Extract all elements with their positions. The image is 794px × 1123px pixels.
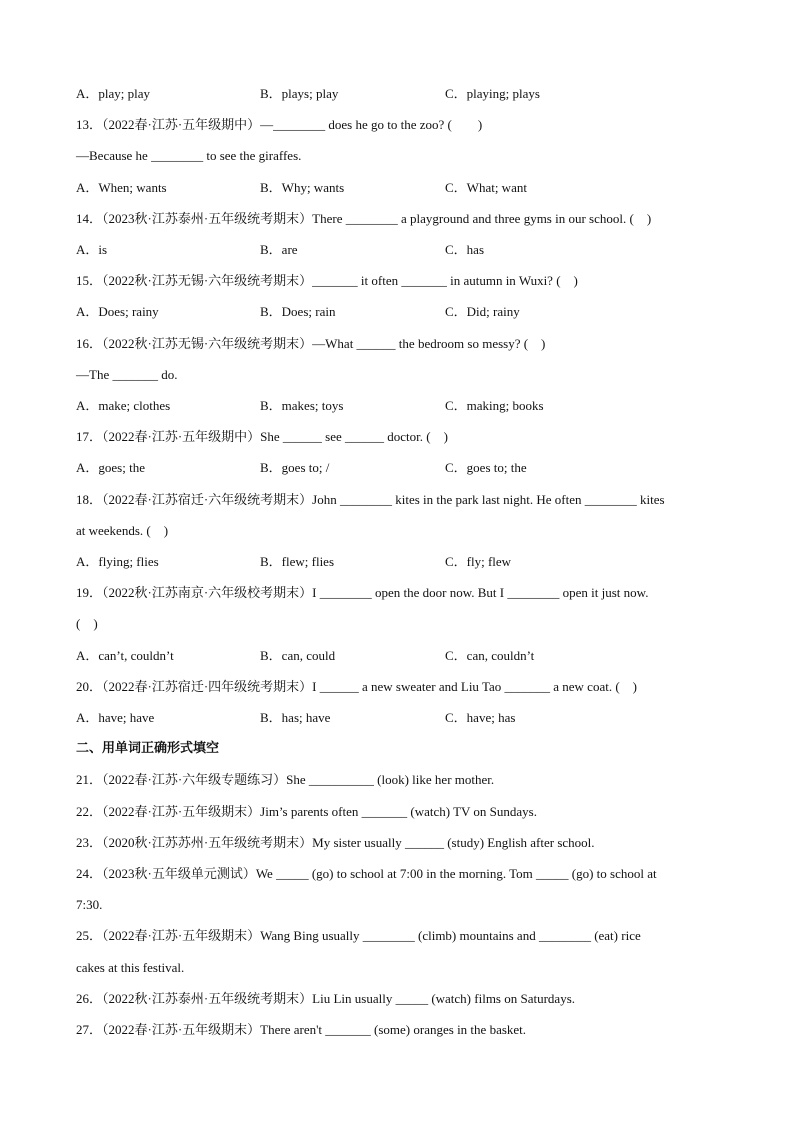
option-b: B．flew; flies — [260, 554, 335, 569]
question-text: 7:30. — [76, 897, 103, 912]
option-c: C．can, couldn’t — [445, 648, 535, 663]
option-c: C．playing; plays — [445, 86, 540, 101]
question-text: 17．（2022春·江苏·五年级期中）She ______ see ______ doctor. ( ) — [76, 429, 448, 444]
question-text: ( ) — [76, 616, 98, 631]
option-c: C．have; has — [445, 710, 516, 725]
option-a: A．make; clothes — [76, 398, 171, 413]
option-c: C．Did; rainy — [445, 304, 520, 319]
option-a: A．Does; rainy — [76, 304, 159, 319]
option-b: B．are — [260, 242, 298, 257]
option-b: B．goes to; / — [260, 460, 330, 475]
option-a: A．is — [76, 242, 108, 257]
question-text: 13．（2022春·江苏·五年级期中）—________ does he go to the zoo? ( ) — [76, 117, 483, 132]
option-a: A．play; play — [76, 86, 151, 101]
option-a: A．can’t, couldn’t — [76, 648, 174, 663]
question-text: cakes at this festival. — [76, 960, 185, 975]
question-text: 25．（2022春·江苏·五年级期末）Wang Bing usually ________ (climb) mountains and ________ (eat) rice — [76, 928, 641, 943]
option-b: B．Why; wants — [260, 180, 345, 195]
option-c: C．goes to; the — [445, 460, 527, 475]
option-b: B．makes; toys — [260, 398, 344, 413]
option-b: B．has; have — [260, 710, 331, 725]
option-a: A．flying; flies — [76, 554, 159, 569]
option-c: C．making; books — [445, 398, 544, 413]
question-text: 15．（2022秋·江苏无锡·六年级统考期末）_______ it often _______ in autumn in Wuxi? ( ) — [76, 273, 578, 288]
option-b: B．Does; rain — [260, 304, 336, 319]
question-text: 26．（2022秋·江苏泰州·五年级统考期末）Liu Lin usually _____ (watch) films on Saturdays. — [76, 991, 576, 1006]
question-text: 24．（2023秋·五年级单元测试）We _____ (go) to school at 7:00 in the morning. Tom _____ (go) to school at — [76, 866, 657, 881]
option-c: C．What; want — [445, 180, 527, 195]
question-text: 20．（2022春·江苏宿迁·四年级统考期末）I ______ a new sweater and Liu Tao _______ a new coat. ( ) — [76, 679, 637, 694]
question-text: 19．（2022秋·江苏南京·六年级校考期末）I ________ open the door now. But I ________ open it just now. — [76, 585, 649, 600]
option-a: A．goes; the — [76, 460, 145, 475]
question-text: 21．（2022春·江苏·六年级专题练习）She __________ (look) like her mother. — [76, 772, 495, 787]
option-a: A．have; have — [76, 710, 155, 725]
question-text: 27．（2022春·江苏·五年级期末）There aren't _______ (some) oranges in the basket. — [76, 1022, 527, 1037]
question-text: 23．（2020秋·江苏苏州·五年级统考期末）My sister usually ______ (study) English after school. — [76, 835, 595, 850]
option-c: C．has — [445, 242, 485, 257]
section-heading: 二、用单词正确形式填空 — [76, 741, 220, 756]
question-text: —The _______ do. — [76, 367, 178, 382]
question-text: 22．（2022春·江苏·五年级期末）Jim’s parents often _______ (watch) TV on Sundays. — [76, 804, 537, 819]
question-text: —Because he ________ to see the giraffes. — [76, 148, 302, 163]
question-text: 14．（2023秋·江苏泰州·五年级统考期末）There ________ a playground and three gyms in our school. ( ) — [76, 211, 652, 226]
option-c: C．fly; flew — [445, 554, 512, 569]
option-a: A．When; wants — [76, 180, 167, 195]
question-text: 18．（2022春·江苏宿迁·六年级统考期末）John ________ kites in the park last night. He often ________ kites — [76, 492, 665, 507]
option-b: B．can, could — [260, 648, 336, 663]
question-text: at weekends. ( ) — [76, 523, 169, 538]
option-b: B．plays; play — [260, 86, 339, 101]
question-text: 16．（2022秋·江苏无锡·六年级统考期末）—What ______ the bedroom so messy? ( ) — [76, 336, 546, 351]
